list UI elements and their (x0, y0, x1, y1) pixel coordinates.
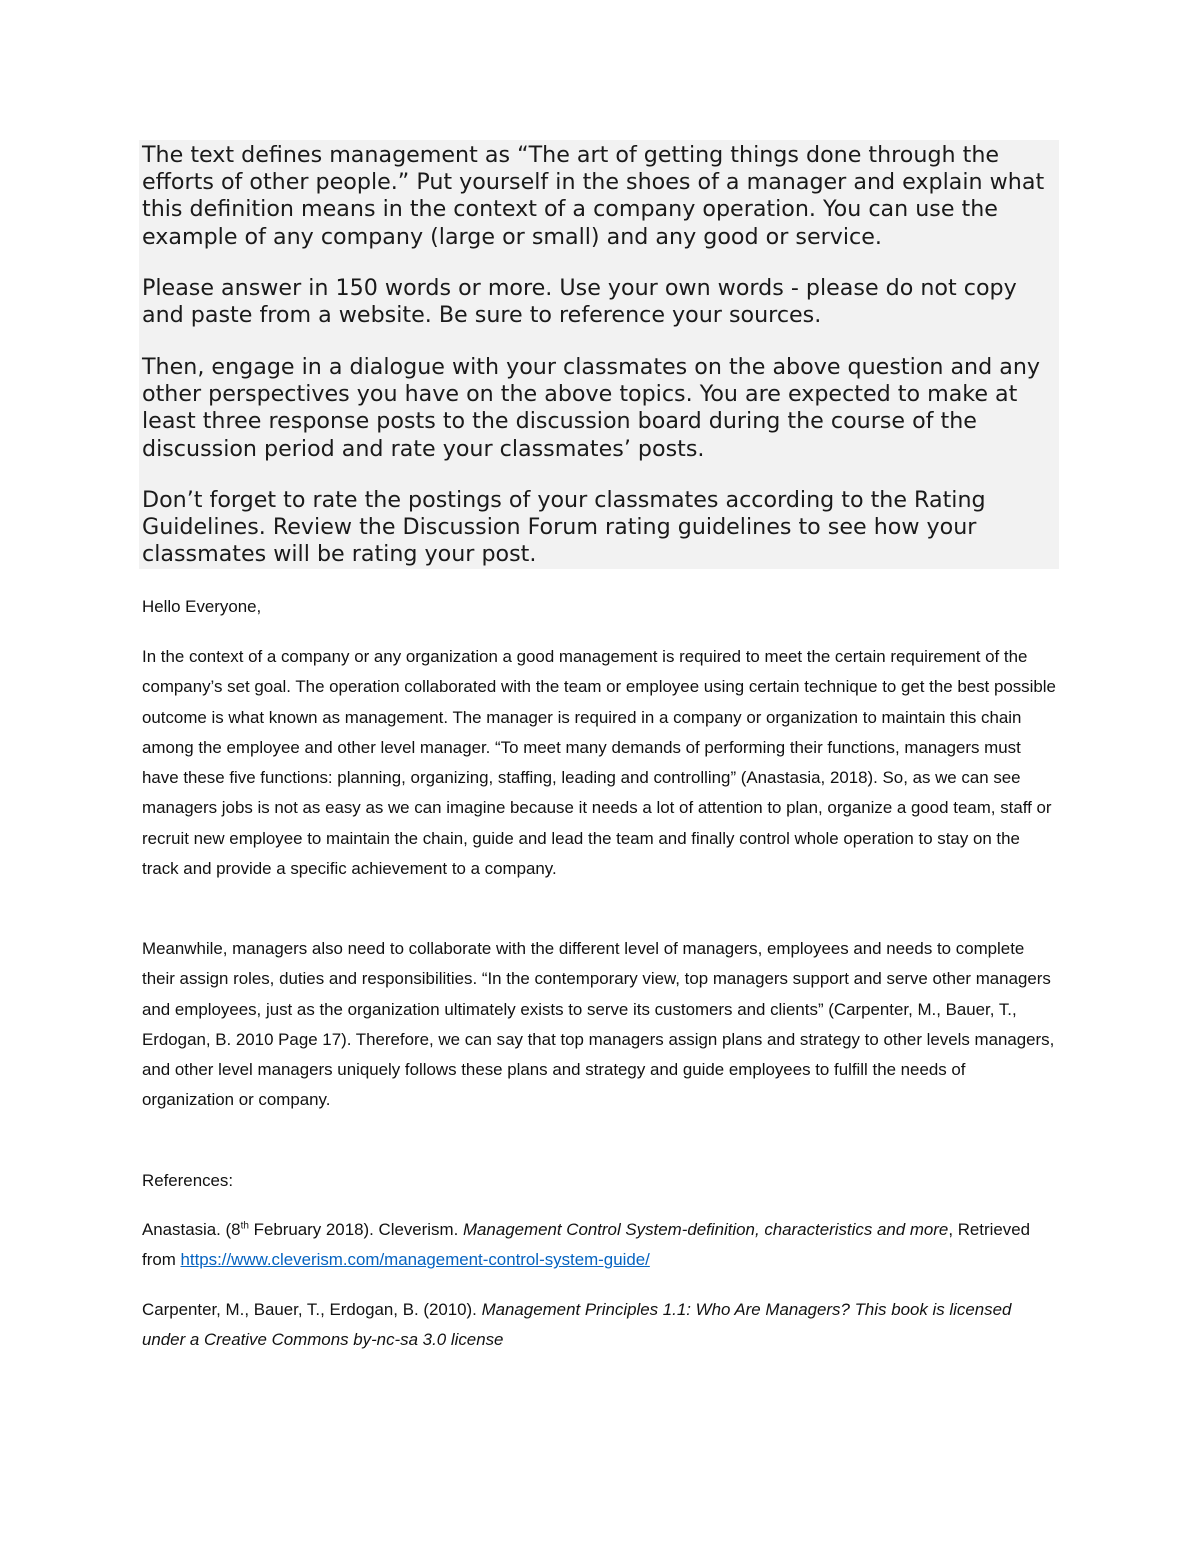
prompt-paragraph-rating: Don’t forget to rate the postings of your classmates according to the Rating Guidelines. Review the Discussion Forum rating guidelines to see how your classmates will be rating your post. (142, 487, 986, 568)
prompt-paragraph-dialogue: Then, engage in a dialogue with your classmates on the above question and any other perspectives you have on the above topics. You are expected to make at least three response posts to the discussion board during the course of the discussion period and rate your classmates’ posts. (142, 354, 1041, 462)
reference-anastasia-retrieved: , Retrieved from (142, 1220, 1031, 1270)
references-heading: References: (142, 1171, 234, 1190)
prompt-paragraph-question: The text defines management as “The art of getting things done through the efforts of other people.” Put yourself in the shoes of a manager and explain what this definition means in the context of a company operation. You can use the example of any company (large or small) and any good or service. (142, 142, 1045, 250)
answer-paragraph-2: Meanwhile, managers also need to collaborate with the different level of managers, employees and needs to complete their assign roles, duties and responsibilities. “In the contemporary view, top managers support and serve other managers and employees, just as the organization ultimately exists to serve its customers and clients” (Carpenter, M., Bauer, T., Erdogan, B. 2010 Page 17). Therefore, we can say that top managers assign plans and strategy to other levels managers, and other level managers uniquely follows these plans and strategy and guide employees to fulfill the needs of organization or company. (142, 939, 1055, 1110)
reference-anastasia-lead: Anastasia. (8 (142, 1220, 241, 1239)
reference-carpenter-lead: Carpenter, M., Bauer, T., Erdogan, B. (2010). (142, 1300, 482, 1319)
reference-anastasia-title: Management Control System-definition, characteristics and more (462, 1220, 949, 1239)
prompt-paragraph-instructions: Please answer in 150 words or more. Use your own words - please do not copy and paste from a website. Be sure to reference your sources. (142, 275, 1017, 329)
reference-anastasia (142, 1215, 1057, 1276)
answer-paragraph-1: In the context of a company or any organization a good management is required to meet the certain requirement of the company’s set goal. The operation collaborated with the team or employee using certain technique to get the best possible outcome is what known as management. The manager is required in a company or organization to maintain this chain among the employee and other level manager. “To meet many demands of performing their functions, managers must have these five functions: planning, organizing, staffing, leading and controlling” (Anastasia, 2018). So, as we can see managers jobs is not as easy as we can imagine because it needs a lot of attention to plan, organize a good team, staff or recruit new employee to maintain the chain, guide and lead the team and finally control whole operation to stay on the track and provide a specific achievement to a company. (142, 647, 1056, 879)
reference-anastasia-link[interactable]: https://www.cleverism.com/management-control-system-guide/ (180, 1250, 650, 1270)
reference-carpenter-title: Management Principles 1.1: Who Are Managers? This book is licensed under a Creative Commons by-nc-sa 3.0 license (142, 1300, 1012, 1350)
reference-anastasia-superscript: th (240, 1220, 249, 1232)
reference-carpenter (142, 1295, 1057, 1356)
answer-greeting: Hello Everyone, (142, 597, 262, 616)
reference-anastasia-date: February 2018). Cleverism. (248, 1220, 463, 1239)
